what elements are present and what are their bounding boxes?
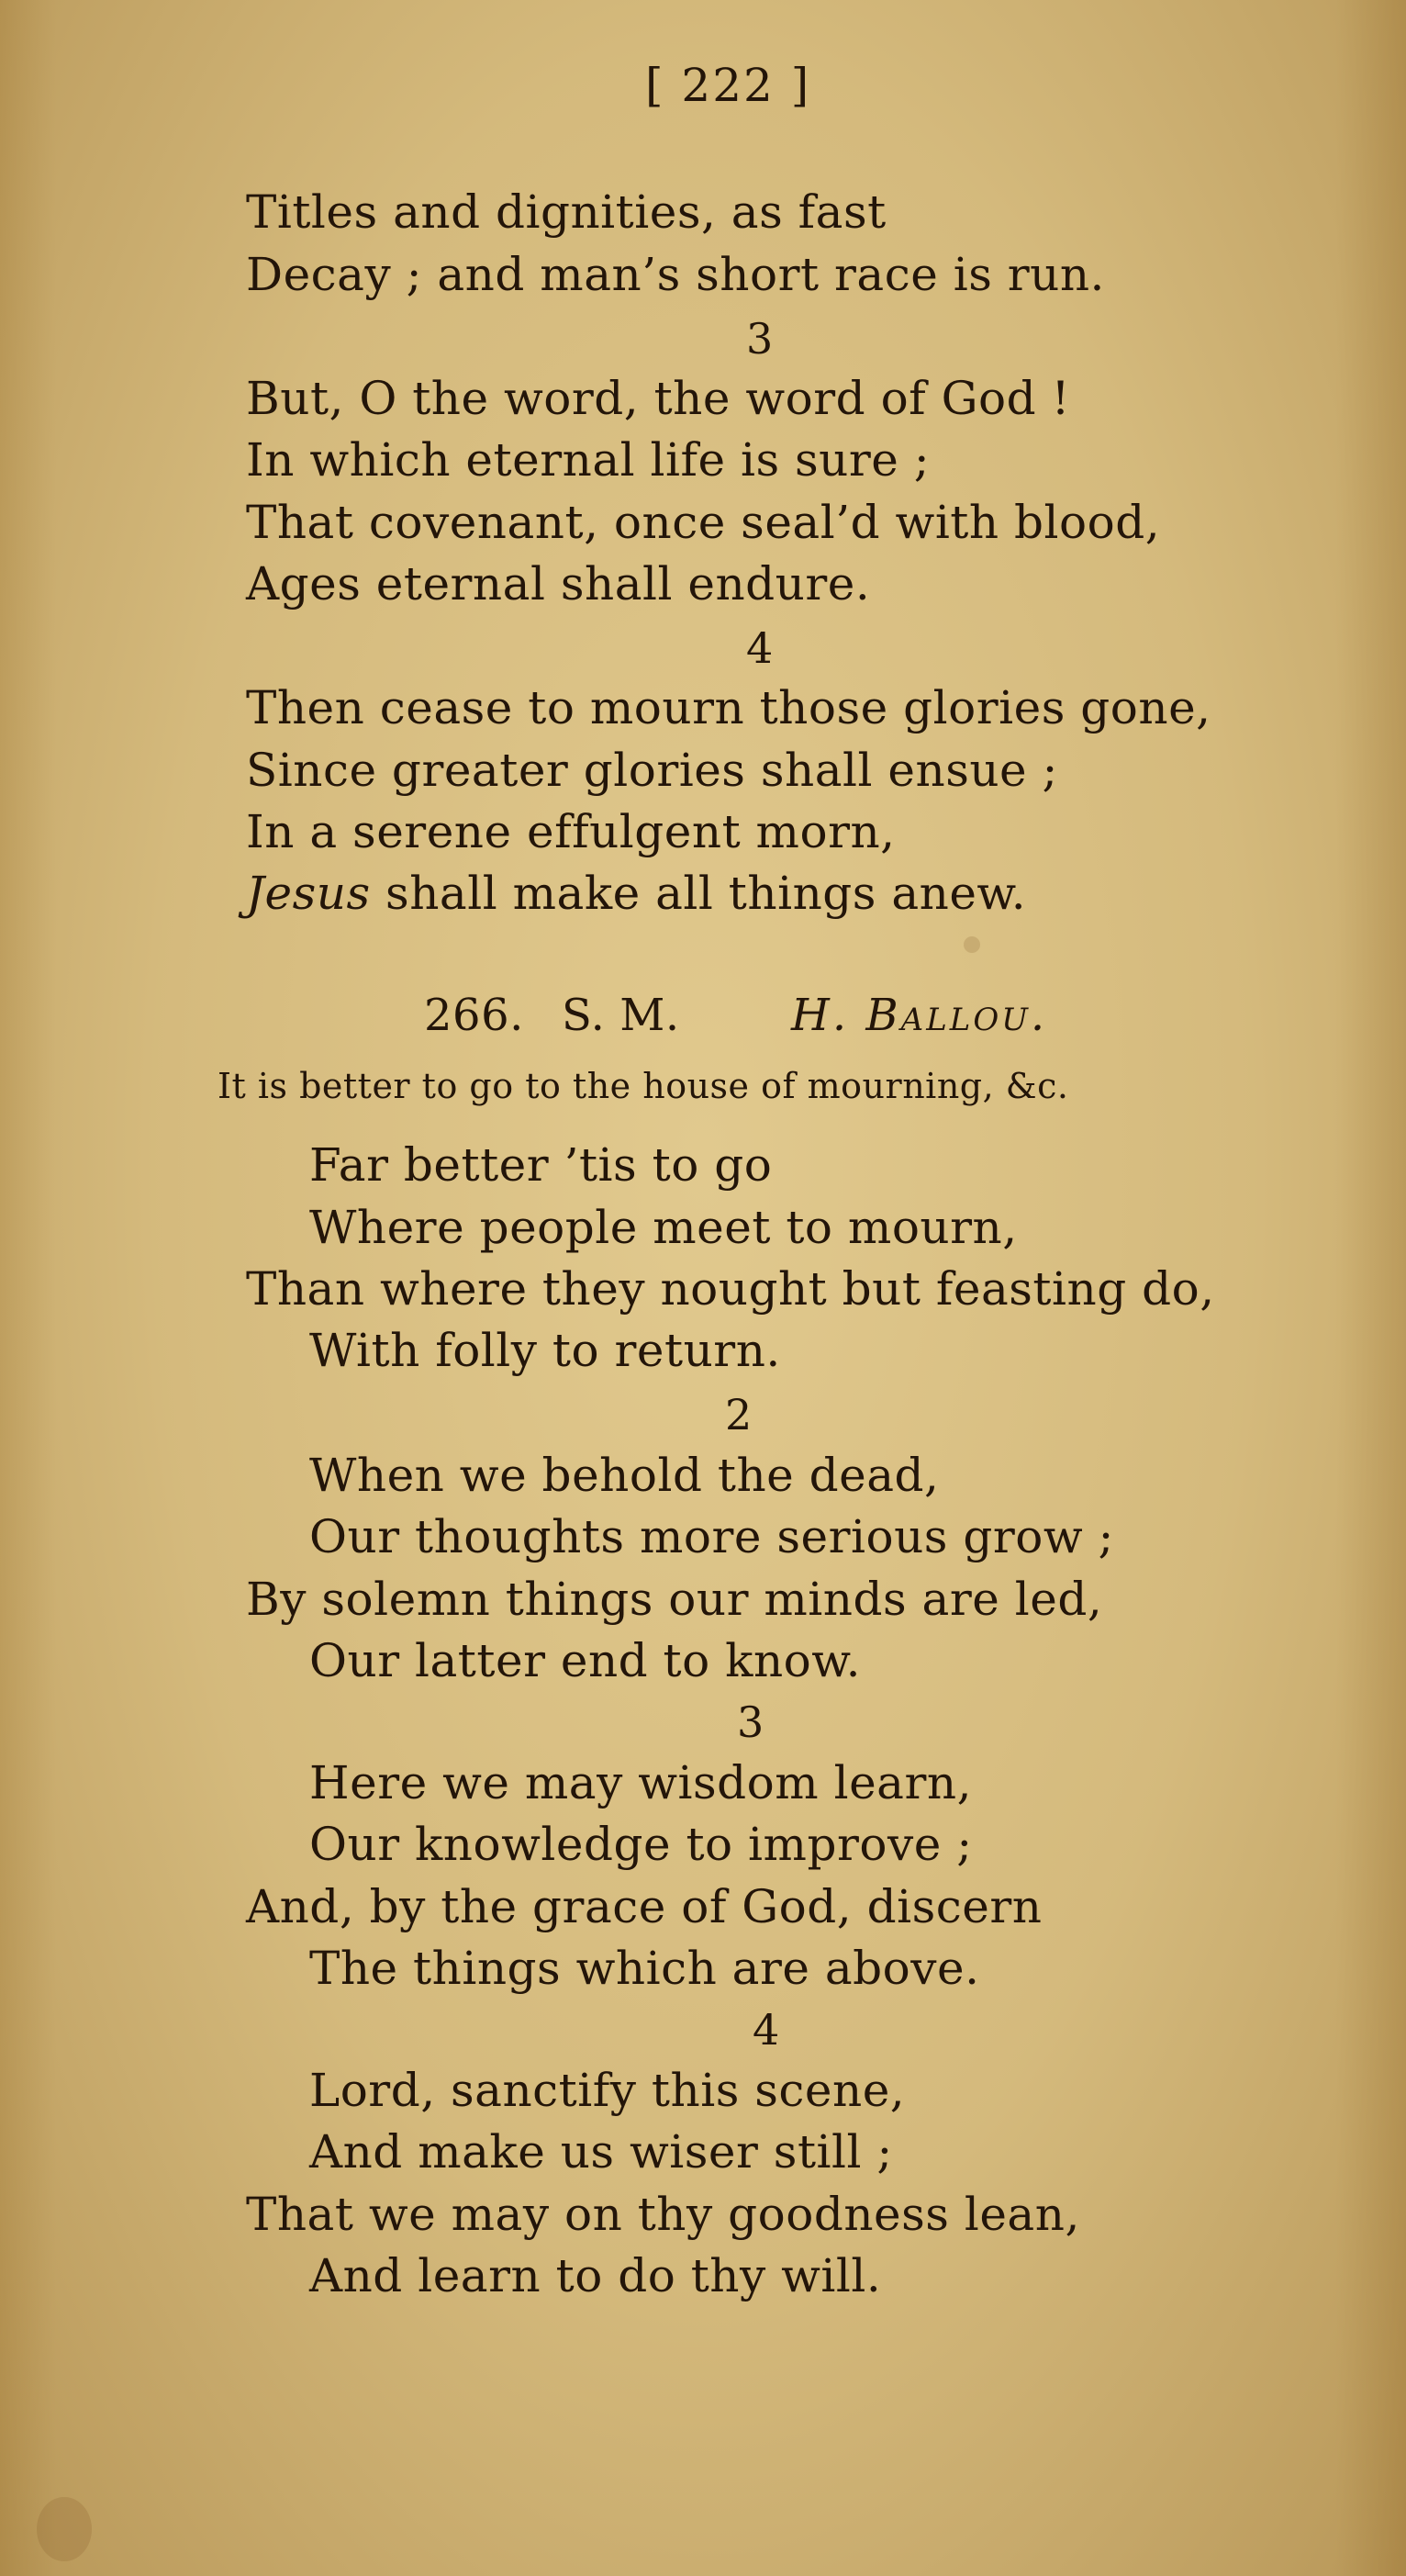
page-stain [964, 936, 980, 953]
page-number: [ 222 ] [645, 59, 811, 112]
verse-line: And, by the grace of God, discern [246, 1880, 1043, 1933]
verse-line: Decay ; and man’s short race is run. [246, 248, 1105, 301]
verse-line-rest: shall make all things anew. [370, 867, 1027, 920]
verse-line: Our thoughts more serious grow ; [309, 1510, 1114, 1563]
verse-line: When we behold the dead, [309, 1449, 940, 1502]
verse-line: In which eternal life is sure ; [246, 433, 931, 487]
stanza-number: 3 [746, 314, 774, 364]
verse-line: By solemn things our minds are led, [246, 1573, 1103, 1626]
verse-line: That we may on thy goodness lean, [246, 2188, 1080, 2241]
verse-line: Since greater glories shall ensue ; [246, 744, 1058, 797]
verse-line: Here we may wisdom learn, [309, 1756, 972, 1809]
verse-line: Then cease to mourn those glories gone, [246, 681, 1211, 734]
verse-line [246, 865, 1026, 922]
verse-line: But, O the word, the word of God ! [246, 372, 1071, 425]
verse-line: Where people meet to mourn, [309, 1201, 1018, 1254]
verse-line: Ages eternal shall endure. [246, 557, 871, 610]
hymn-author: H. Ballou. [791, 990, 1048, 1041]
verse-line: Our latter end to know. [309, 1634, 862, 1687]
verse-line: Titles and dignities, as fast [246, 185, 887, 239]
jesus-name: Jesus [246, 867, 371, 920]
hymn-subtitle: It is better to go to the house of mourning, &c. [218, 1066, 1069, 1106]
verse-line: And make us wiser still ; [309, 2125, 893, 2178]
verse-line: And learn to do thy will. [309, 2249, 882, 2302]
stanza-number: 4 [746, 623, 774, 673]
stanza-number: 2 [725, 1390, 753, 1439]
verse-line: The things which are above. [309, 1942, 980, 1995]
verse-line: Far better ’tis to go [309, 1138, 773, 1192]
hymn-meter: S. M. [562, 990, 680, 1041]
verse-line: With folly to return. [309, 1324, 781, 1377]
verse-line: That covenant, once seal’d with blood, [246, 496, 1161, 549]
page-stain [37, 2497, 92, 2561]
verse-line: Lord, sanctify this scene, [309, 2064, 906, 2117]
verse-line: Than where they nought but feasting do, [246, 1262, 1215, 1316]
stanza-number: 3 [737, 1697, 764, 1747]
verse-line: Our knowledge to improve ; [309, 1818, 973, 1871]
hymn-number: 266. [424, 990, 524, 1041]
verse-line: In a serene effulgent morn, [246, 805, 896, 858]
stanza-number: 4 [753, 2005, 780, 2055]
